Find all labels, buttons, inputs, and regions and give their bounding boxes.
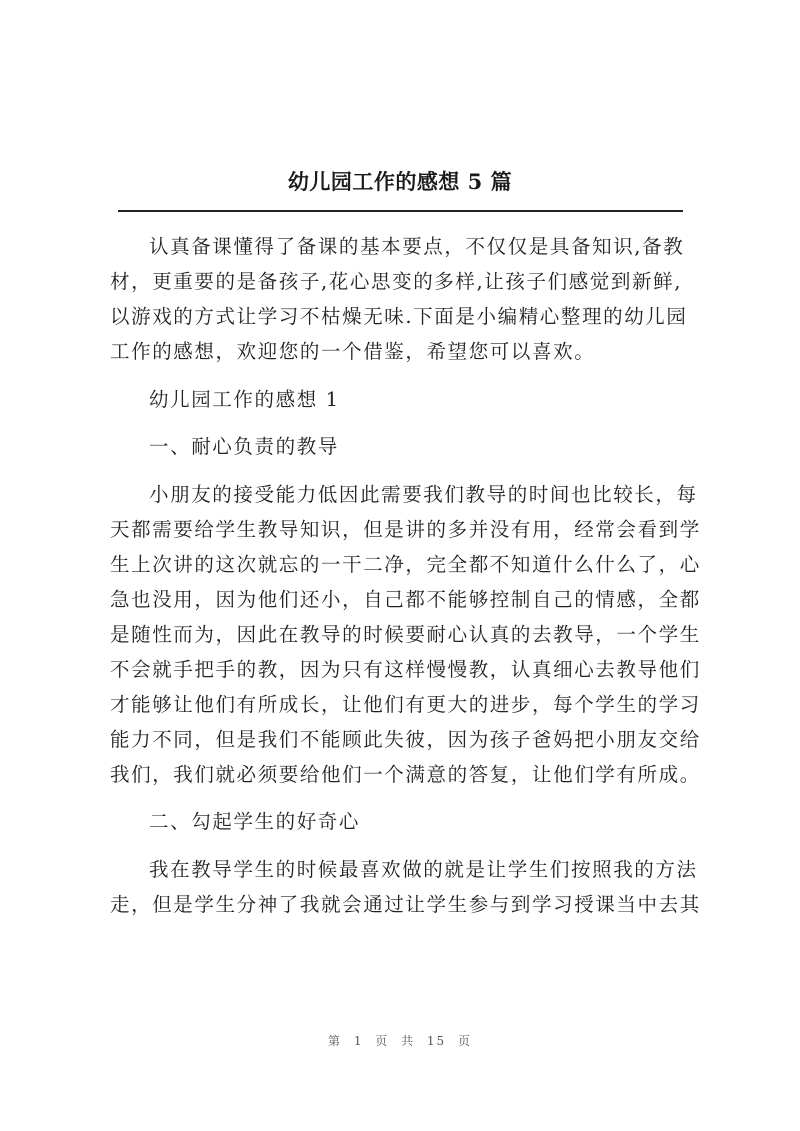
document-body <box>110 229 710 922</box>
paragraph-line: 急也没用，因为他们还小，自己都不能够控制自己的情感，全都 <box>110 587 701 611</box>
intro-line: 认真备课懂得了备课的基本要点，不仅仅是具备知识,备教 <box>149 235 685 258</box>
title-divider <box>118 210 683 212</box>
paragraph-2 <box>110 852 710 922</box>
document-title: 幼儿园工作的感想 5 篇 <box>287 169 513 194</box>
page-indicator: 第 1 页 共 15 页 <box>328 1034 472 1048</box>
intro-paragraph <box>110 229 710 369</box>
section-heading-1: 一、耐心负责的教导 <box>149 435 339 458</box>
paragraph-line: 天都需要给学生教导知识，但是讲的多并没有用，经常会看到学 <box>110 517 701 541</box>
paragraph-line: 生上次讲的这次就忘的一干二净，完全都不知道什么什么了，心 <box>110 552 701 576</box>
section-title: 幼儿园工作的感想 1 <box>149 387 340 411</box>
paragraph-line: 我在教导学生的时候最喜欢做的就是让学生们按照我的方法 <box>149 857 698 881</box>
paragraph-line: 走，但是学生分神了我就会通过让学生参与到学习授课当中去其 <box>110 892 701 916</box>
paragraph-line: 才能够让他们有所成长，让他们有更大的进步，每个学生的学习 <box>110 692 701 716</box>
paragraph-line: 不会就手把手的教，因为只有这样慢慢教，认真细心去教导他们 <box>110 657 701 681</box>
intro-line: 以游戏的方式让学习不枯燥无味.下面是小编精心整理的幼儿园 <box>110 305 688 328</box>
paragraph-1 <box>110 477 710 792</box>
paragraph-line: 小朋友的接受能力低因此需要我们教导的时间也比较长，每 <box>149 482 698 506</box>
paragraph-line: 是随性而为，因此在教导的时候要耐心认真的去教导，一个学生 <box>110 622 701 646</box>
paragraph-line: 能力不同，但是我们不能顾此失彼，因为孩子爸妈把小朋友交给 <box>110 727 701 751</box>
intro-line: 工作的感想，欢迎您的一个借鉴，希望您可以喜欢。 <box>110 340 596 363</box>
section-heading-2: 二、勾起学生的好奇心 <box>149 810 361 833</box>
intro-line: 材，更重要的是备孩子,花心思变的多样,让孩子们感觉到新鲜, <box>110 270 682 293</box>
paragraph-line: 我们，我们就必须要给他们一个满意的答复，让他们学有所成。 <box>110 762 701 786</box>
